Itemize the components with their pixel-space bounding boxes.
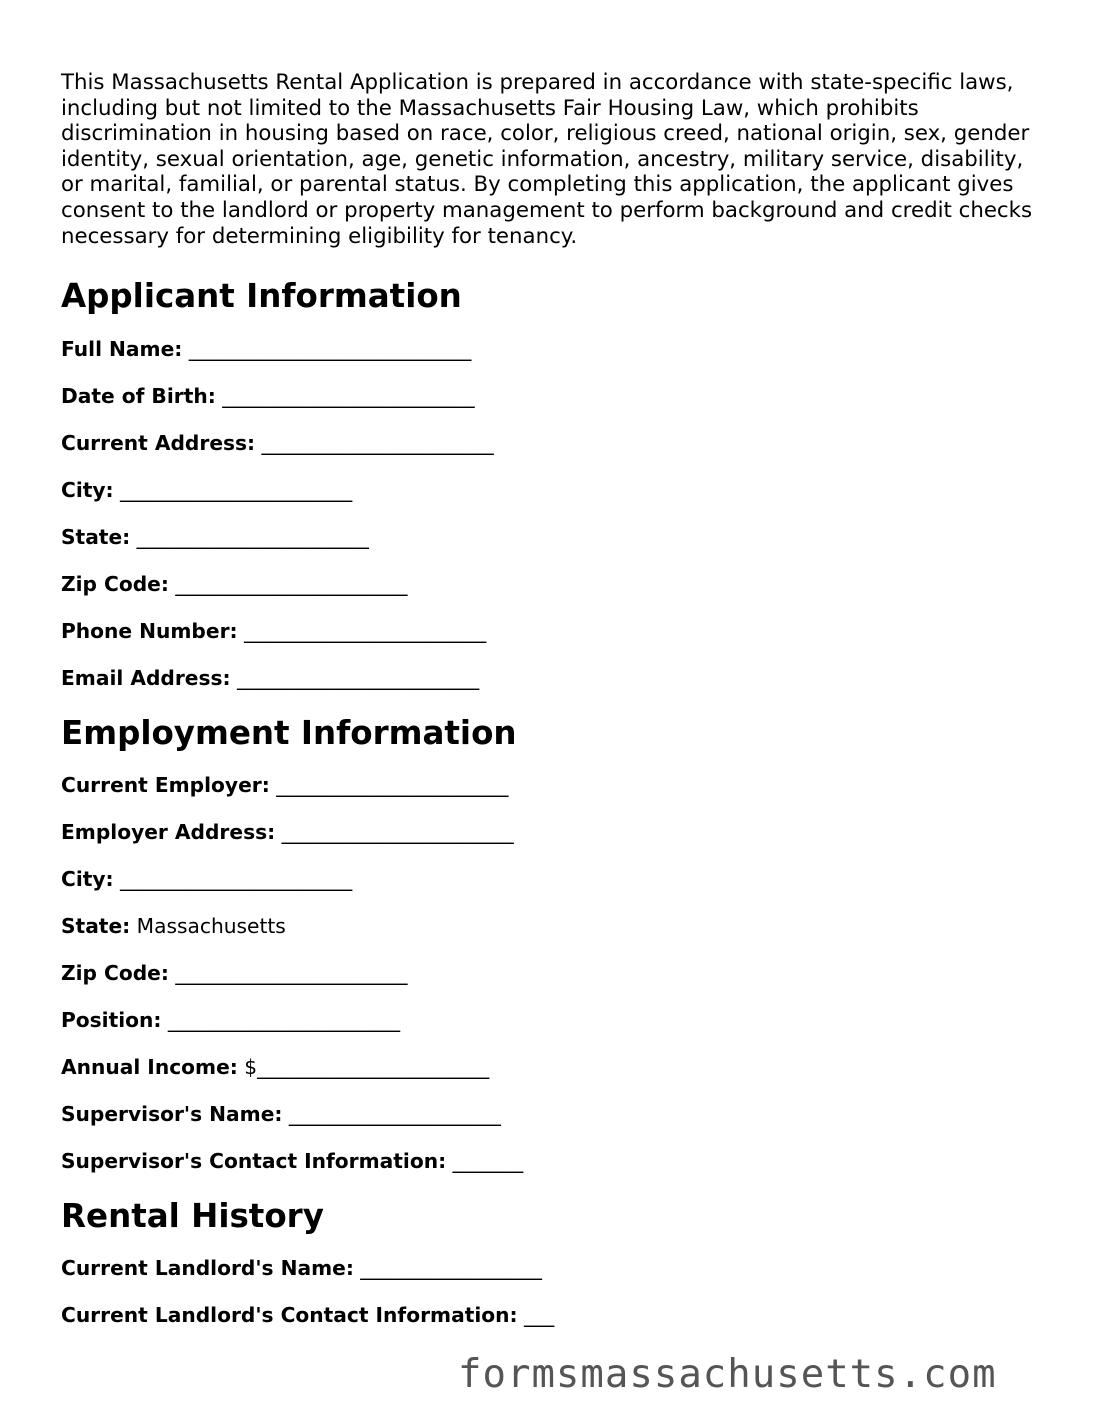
rental-history-heading: Rental History — [61, 1196, 324, 1235]
date-of-birth-field[interactable]: Date of Birth: _________________________ — [61, 383, 475, 408]
landlord-contact-field[interactable]: Current Landlord's Contact Information: ___ — [61, 1303, 555, 1328]
applicant-heading: Applicant Information — [61, 277, 462, 316]
document-page — [61, 70, 1051, 1350]
applicant-section — [61, 337, 1051, 713]
employment-heading: Employment Information — [61, 713, 517, 752]
rental-history-section — [61, 1256, 1051, 1350]
site-watermark: formsmassachusetts.com — [458, 1352, 997, 1397]
current-address-field[interactable]: Current Address: _______________________ — [61, 430, 494, 455]
employer-address-field[interactable]: Employer Address: _______________________ — [61, 819, 514, 844]
supervisor-name-field[interactable]: Supervisor's Name: _____________________ — [61, 1101, 501, 1126]
city-field[interactable]: City: _______________________ — [61, 477, 353, 502]
employer-city-field[interactable]: City: _______________________ — [61, 866, 353, 891]
state-field[interactable]: State: _______________________ — [61, 524, 369, 549]
current-employer-field[interactable]: Current Employer: _______________________ — [61, 772, 509, 797]
employer-zip-code-field[interactable]: Zip Code: _______________________ — [61, 960, 408, 985]
employment-section — [61, 773, 1051, 1196]
landlord-name-field[interactable]: Current Landlord's Name: __________________ — [61, 1256, 542, 1281]
annual-income-field[interactable]: Annual Income: $_______________________ — [61, 1054, 490, 1079]
employer-state-field: State: Massachusetts — [61, 913, 286, 938]
supervisor-contact-field[interactable]: Supervisor's Contact Information: _______ — [61, 1148, 524, 1173]
position-field[interactable]: Position: _______________________ — [61, 1007, 401, 1032]
intro-paragraph: This Massachusetts Rental Application is prepared in accordance with state-specific laws, including but not limited to the Massachusetts Fair Housing Law, which prohibits discrimination in housing based on race, color, religious creed, national origin, sex, gender identity, sexual orientation, age, genetic information, ancestry, military service, disability, or marital, familial, or parental status. By completing this application, the applicant gives consent to the landlord or property management to perform background and credit checks necessary for determining eligibility for tenancy. — [61, 70, 1033, 249]
phone-number-field[interactable]: Phone Number: ________________________ — [61, 618, 487, 643]
email-address-field[interactable]: Email Address: ________________________ — [61, 665, 480, 690]
full-name-field[interactable]: Full Name: ____________________________ — [61, 336, 472, 361]
zip-code-field[interactable]: Zip Code: _______________________ — [61, 571, 408, 596]
